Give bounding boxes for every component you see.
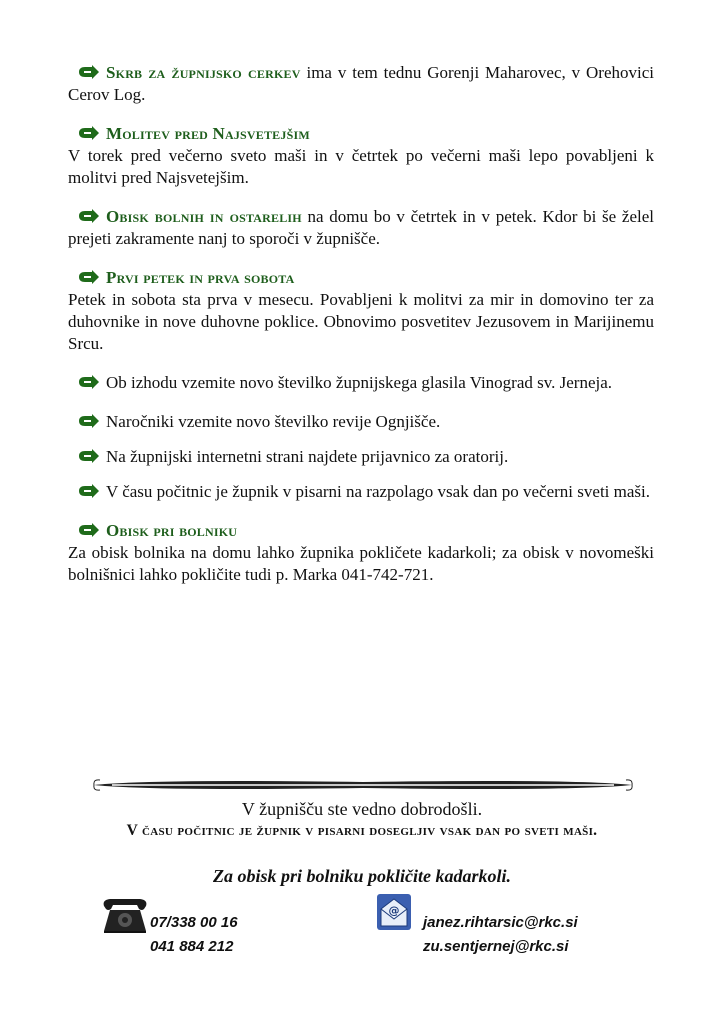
email-envelope-icon [376,893,412,931]
telephone-icon [100,896,150,934]
svg-text:@: @ [388,904,400,917]
announcement-item [68,372,654,394]
announcement-text: Naročniki vzemite novo številko revije Ognjišče. [106,412,441,431]
announcement-item [68,267,654,355]
announcement-text: na domu bo v četrtek in v petek. Kdor bi še želel prejeti zakramente nanj to sporoči v župnišče. [68,207,654,248]
arrow-right-icon [76,375,100,389]
announcement-text: Petek in sobota sta prva v mesecu. Povabljeni k molitvi za mir in domovino ter za duhovnike in nove duhovne poklice. Obnovimo posvetitev Jezusovem in Marijinemu Srcu. [68,290,654,353]
announcement-heading: Obisk pri bolniku [106,521,238,540]
announcement-item [68,520,654,586]
announcement-item [68,481,654,503]
arrow-right-icon [76,270,100,284]
arrow-right-icon [76,449,100,463]
announcement-heading: Prvi petek in prva sobota [106,268,295,287]
arrow-right-icon [76,126,100,140]
announcement-text: V času počitnic je župnik v pisarni na razpolago vsak dan po večerni sveti maši. [106,482,650,501]
announcement-item [68,206,654,250]
mobile-number: 041 884 212 [150,938,234,955]
announcement-item [68,62,654,106]
phone-number: 07/338 00 16 [150,914,238,931]
announcement-text: V torek pred večerno sveto maši in v četrtek po večerni maši lepo povabljeni k molitvi pred Najsvetejšim. [68,146,654,187]
arrow-right-icon [76,523,100,537]
announcement-item [68,123,654,189]
announcement-heading: Molitev pred Najsvetejšim [106,124,310,143]
sick-visit-note: Za obisk pri bolniku pokličite kadarkoli. [212,866,512,886]
announcement-text: Za obisk bolnika na domu lahko župnika pokličete kadarkoli; za obisk v novomeški bolnišnici lahko pokličite tudi p. Marka 041-742-721. [68,543,654,584]
announcement-heading: Obisk bolnih in ostarelih [106,207,302,226]
arrow-right-icon [76,209,100,223]
announcement-heading: Skrb za župnijsko cerkev [106,63,301,82]
office-hours-notice: V času počitnic je župnik v pisarni dosegljiv vsak dan po sveti maši. [126,822,598,839]
arrow-right-icon [76,484,100,498]
decorative-divider [92,778,634,792]
announcement-item [68,411,654,433]
welcome-text: V župnišču ste vedno dobrodošli. [241,799,483,819]
announcement-text: Na župnijski internetni strani najdete prijavnico za oratorij. [106,447,509,466]
arrow-right-icon [76,414,100,428]
announcement-item [68,446,654,468]
email-link[interactable]: zu.sentjernej@rkc.si [423,938,569,955]
announcements [68,62,654,603]
arrow-right-icon [76,65,100,79]
announcement-text: ima v tem tednu Gorenji Maharovec, v Orehovici Cerov Log. [68,63,654,104]
announcement-text: Ob izhodu vzemite novo številko župnijskega glasila Vinograd sv. Jerneja. [106,373,613,392]
email-link[interactable]: janez.rihtarsic@rkc.si [423,914,578,931]
